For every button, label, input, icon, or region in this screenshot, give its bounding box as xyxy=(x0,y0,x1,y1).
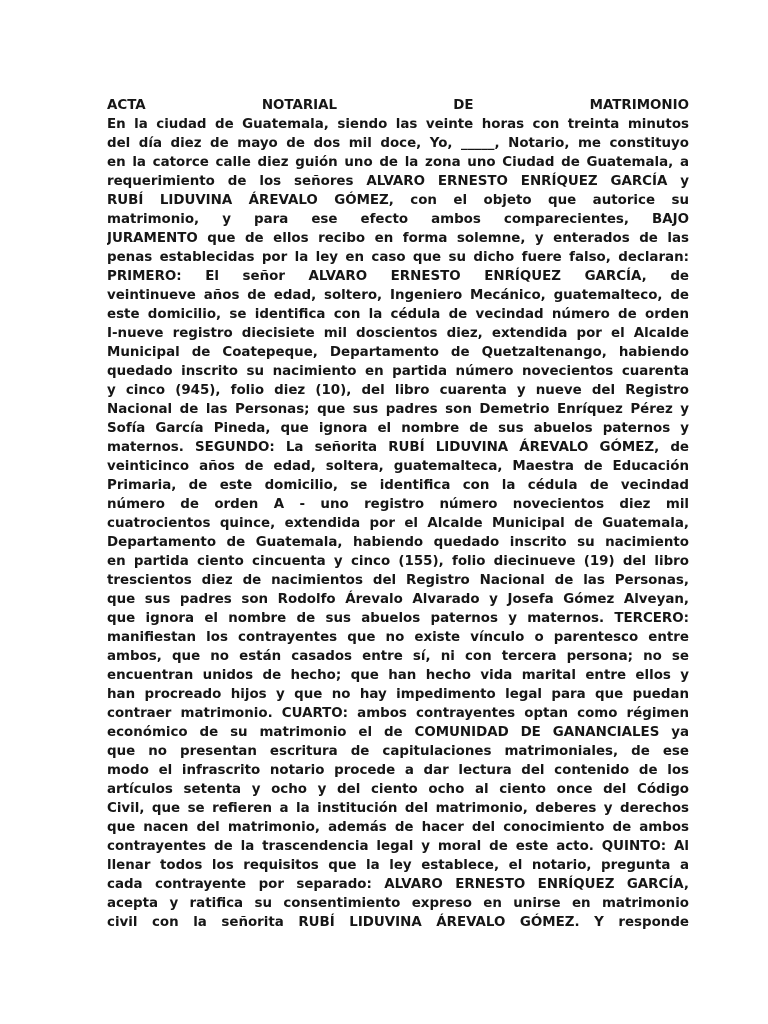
body-text-line: veinticinco años de edad, soltera, guatemalteca, Maestra de Educación xyxy=(107,459,689,474)
document-body xyxy=(107,115,689,932)
body-text-line: En la ciudad de Guatemala, siendo las veinte horas con treinta minutos xyxy=(107,117,689,132)
body-text-line: penas establecidas por la ley en caso que su dicho fuere falso, declaran: xyxy=(107,250,689,265)
body-text-line: civil con la señorita RUBÍ LIDUVINA ÁREVALO GÓMEZ. Y responde xyxy=(107,915,689,930)
title-word: NOTARIAL xyxy=(261,98,338,113)
body-text-line: RUBÍ LIDUVINA ÁREVALO GÓMEZ, con el objeto que autorice su xyxy=(107,193,689,208)
body-text-line: cuatrocientos quince, extendida por el Alcalde Municipal de Guatemala, xyxy=(107,516,689,531)
document-page xyxy=(107,96,689,932)
body-text-line: y cinco (945), folio diez (10), del libro cuarenta y nueve del Registro xyxy=(107,383,689,398)
document-title xyxy=(107,96,689,115)
body-text-line: Municipal de Coatepeque, Departamento de Quetzaltenango, habiendo xyxy=(107,345,689,360)
body-text-line: acepta y ratifica su consentimiento expreso en unirse en matrimonio xyxy=(107,896,689,911)
body-text-line: en partida ciento cincuenta y cinco (155), folio diecinueve (19) del libro xyxy=(107,554,689,569)
body-text-line: que nacen del matrimonio, además de hacer del conocimiento de ambos xyxy=(107,820,689,835)
body-text-line: encuentran unidos de hecho; que han hecho vida marital entre ellos y xyxy=(107,668,689,683)
body-text-line: matrimonio, y para ese efecto ambos comparecientes, BAJO xyxy=(107,212,689,227)
body-text-line: que no presentan escritura de capitulaciones matrimoniales, de ese xyxy=(107,744,689,759)
title-word: MATRIMONIO xyxy=(589,98,689,113)
body-text-line: que ignora el nombre de sus abuelos paternos y maternos. TERCERO: xyxy=(107,611,689,626)
body-text-line: que sus padres son Rodolfo Árevalo Alvarado y Josefa Gómez Alveyan, xyxy=(107,592,689,607)
body-text-line: quedado inscrito su nacimiento en partida número novecientos cuarenta xyxy=(107,364,689,379)
body-text-line: Nacional de las Personas; que sus padres son Demetrio Enríquez Pérez y xyxy=(107,402,689,417)
body-text-line: Departamento de Guatemala, habiendo quedado inscrito su nacimiento xyxy=(107,535,689,550)
body-text-line: económico de su matrimonio el de COMUNIDAD DE GANANCIALES ya xyxy=(107,725,689,740)
title-word: ACTA xyxy=(107,98,146,113)
body-text-line: maternos. SEGUNDO: La señorita RUBÍ LIDUVINA ÁREVALO GÓMEZ, de xyxy=(107,440,689,455)
body-text-line: llenar todos los requisitos que la ley establece, el notario, pregunta a xyxy=(107,858,689,873)
body-text-line: trescientos diez de nacimientos del Registro Nacional de las Personas, xyxy=(107,573,689,588)
body-text-line: Sofía García Pineda, que ignora el nombre de sus abuelos paternos y xyxy=(107,421,689,436)
body-text-line: en la catorce calle diez guión uno de la zona uno Ciudad de Guatemala, a xyxy=(107,155,689,170)
body-text-line: veintinueve años de edad, soltero, Ingeniero Mecánico, guatemalteco, de xyxy=(107,288,689,303)
body-text-line: manifiestan los contrayentes que no existe vínculo o parentesco entre xyxy=(107,630,689,645)
body-text-line: requerimiento de los señores ALVARO ERNESTO ENRÍQUEZ GARCÍA y xyxy=(107,174,689,189)
body-text-line: modo el infrascrito notario procede a dar lectura del contenido de los xyxy=(107,763,689,778)
body-text-line: artículos setenta y ocho y del ciento ocho al ciento once del Código xyxy=(107,782,689,797)
body-text-line: contrayentes de la trascendencia legal y moral de este acto. QUINTO: Al xyxy=(107,839,689,854)
body-text-line: este domicilio, se identifica con la cédula de vecindad número de orden xyxy=(107,307,689,322)
body-text-line: contraer matrimonio. CUARTO: ambos contrayentes optan como régimen xyxy=(107,706,689,721)
body-text-line: cada contrayente por separado: ALVARO ERNESTO ENRÍQUEZ GARCÍA, xyxy=(107,877,689,892)
body-text-line: Primaria, de este domicilio, se identifica con la cédula de vecindad xyxy=(107,478,689,493)
body-text-line: JURAMENTO que de ellos recibo en forma solemne, y enterados de las xyxy=(107,231,689,246)
body-text-line: Civil, que se refieren a la institución del matrimonio, deberes y derechos xyxy=(107,801,689,816)
body-text-line: PRIMERO: El señor ALVARO ERNESTO ENRÍQUEZ GARCÍA, de xyxy=(107,269,689,284)
body-text-line: ambos, que no están casados entre sí, ni con tercera persona; no se xyxy=(107,649,689,664)
body-text-line: número de orden A - uno registro número novecientos diez mil xyxy=(107,497,689,512)
body-text-line: del día diez de mayo de dos mil doce, Yo, _____, Notario, me constituyo xyxy=(107,136,689,151)
body-text-line: I-nueve registro diecisiete mil doscientos diez, extendida por el Alcalde xyxy=(107,326,689,341)
body-text-line: han procreado hijos y que no hay impedimento legal para que puedan xyxy=(107,687,689,702)
title-word: DE xyxy=(453,98,474,113)
